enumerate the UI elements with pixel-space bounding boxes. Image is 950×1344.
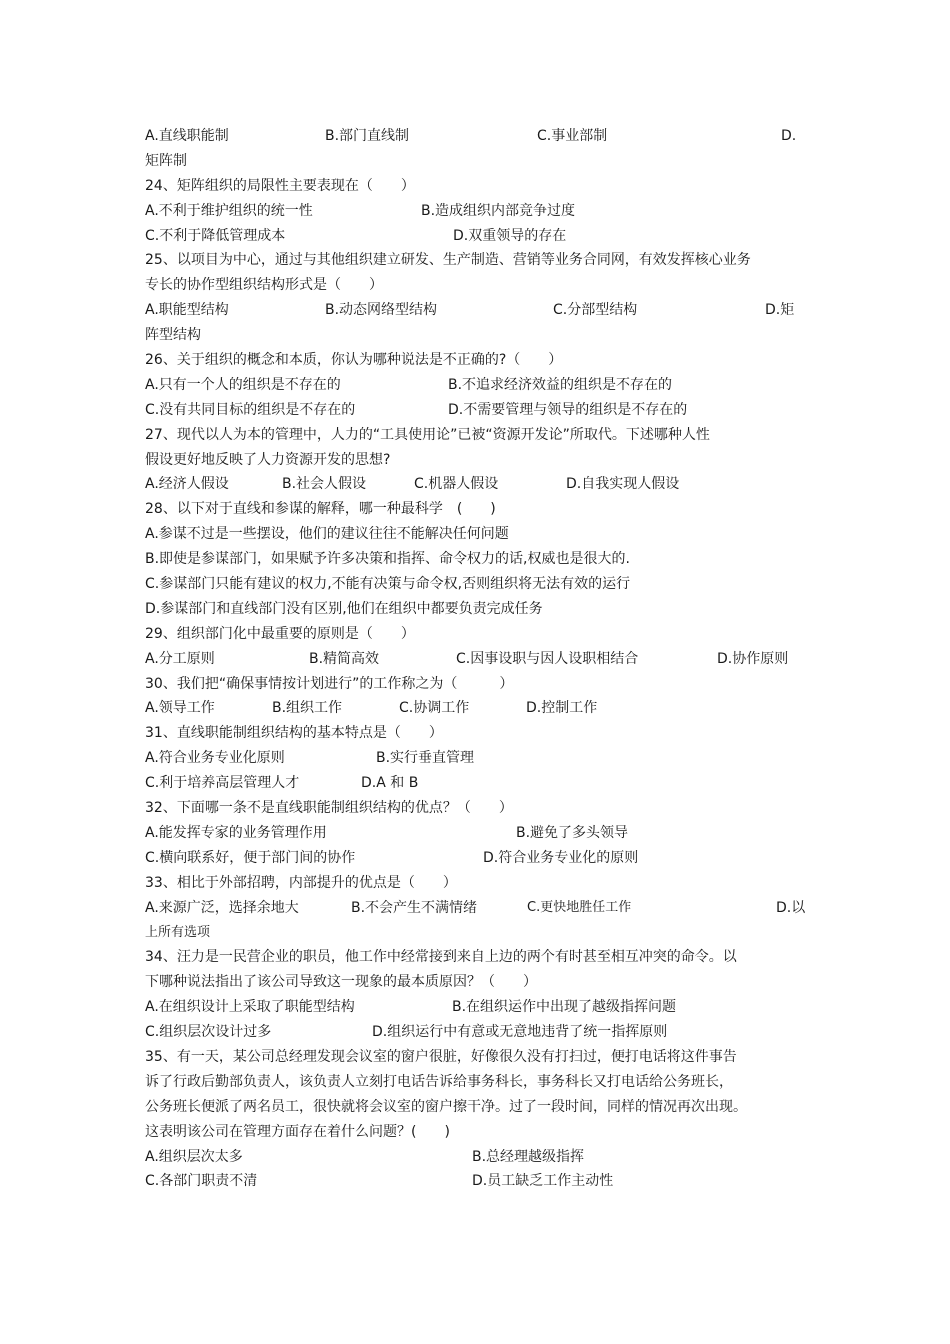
q27-option-c: C.机器人假设 — [414, 476, 499, 493]
q35-options-row-2 — [145, 1169, 810, 1194]
q24-stem: 24、矩阵组织的局限性主要表现在（ ） — [145, 177, 415, 194]
q34-option-b: B.在组织运作中出现了越级指挥问题 — [452, 999, 677, 1016]
q26-option-d: D.不需要管理与领导的组织是不存在的 — [448, 401, 688, 418]
q32-option-a: A.能发挥专家的业务管理作用 — [145, 824, 327, 841]
q31-option-a: A.符合业务专业化原则 — [145, 750, 285, 767]
q25-option-d: D.矩 — [765, 302, 795, 319]
q27-option-b: B.社会人假设 — [282, 476, 367, 493]
q32-option-d: D.符合业务专业化的原则 — [483, 849, 639, 866]
q28-option-d: D.参谋部门和直线部门没有区别,他们在组织中都要负责完成任务 — [145, 600, 543, 617]
q24-option-b: B.造成组织内部竞争过度 — [421, 202, 576, 219]
q26-option-b: B.不追求经济效益的组织是不存在的 — [448, 376, 673, 393]
q23-option-d-continued: 矩阵制 — [145, 152, 187, 169]
q35-option-b: B.总经理越级指挥 — [472, 1148, 585, 1165]
q25-option-c: C.分部型结构 — [553, 302, 638, 319]
q29-option-c: C.因事设职与因人设职相结合 — [456, 650, 639, 667]
q25-option-b: B.动态网络型结构 — [325, 302, 438, 319]
q24-option-a: A.不利于维护组织的统一性 — [145, 202, 313, 219]
q30-option-a: A.领导工作 — [145, 700, 215, 717]
q30-stem: 30、我们把“确保事情按计划进行”的工作称之为（ ） — [145, 675, 514, 692]
q30-option-d: D.控制工作 — [526, 700, 598, 717]
q35-stem-line-2: 诉了行政后勤部负责人，该负责人立刻打电话告诉给事务科长，事务科长又打电话给公务班长， — [145, 1073, 733, 1090]
document-page — [145, 124, 810, 1194]
q34-option-c: C.组织层次设计过多 — [145, 1024, 272, 1041]
q24-options-row-2 — [145, 224, 810, 249]
q33-option-b: B.不会产生不满情绪 — [351, 899, 478, 916]
q31-stem: 31、直线职能制组织结构的基本特点是（ ） — [145, 725, 443, 742]
q31-options-row-2 — [145, 771, 810, 796]
q35-stem-line-4: 这表明该公司在管理方面存在着什么问题？( ) — [145, 1123, 450, 1140]
q35-stem-line-3: 公务班长便派了两名员工，很快就将会议室的窗户擦干净。过了一段时间，同样的情况再次出现。 — [145, 1098, 747, 1115]
q32-option-c: C.横向联系好，便于部门间的协作 — [145, 849, 356, 866]
q28-option-a: A.参谋不过是一些摆设，他们的建议往往不能解决任何问题 — [145, 526, 509, 543]
q31-option-b: B.实行垂直管理 — [376, 750, 475, 767]
q32-stem: 32、下面哪一条不是直线职能制组织结构的优点？（ ） — [145, 800, 513, 817]
q26-option-a: A.只有一个人的组织是不存在的 — [145, 376, 341, 393]
q35-stem-line-1: 35、有一天，某公司总经理发现会议室的窗户很脏，好像很久没有打扫过，便打电话将这件事告 — [145, 1048, 737, 1065]
q23-options-row — [145, 124, 810, 149]
q26-options-row-2 — [145, 398, 810, 423]
q24-options-row-1 — [145, 199, 810, 224]
q33-stem: 33、相比于外部招聘，内部提升的优点是（ ） — [145, 874, 457, 891]
q35-option-d: D.员工缺乏工作主动性 — [472, 1173, 614, 1190]
q32-option-b: B.避免了多头领导 — [516, 824, 629, 841]
q28-stem: 28、以下对于直线和参谋的解释，哪一种最科学 ( ) — [145, 501, 496, 518]
q25-stem-line-1: 25、以项目为中心，通过与其他组织建立研发、生产制造、营销等业务合同网，有效发挥核心业务 — [145, 252, 751, 269]
q34-option-a: A.在组织设计上采取了职能型结构 — [145, 999, 355, 1016]
q32-options-row-2 — [145, 846, 810, 871]
q29-option-b: B.精简高效 — [309, 650, 380, 667]
q27-options-row — [145, 472, 810, 497]
q31-options-row-1 — [145, 746, 810, 771]
q26-option-c: C.没有共同目标的组织是不存在的 — [145, 401, 356, 418]
q24-option-c: C.不利于降低管理成本 — [145, 227, 286, 244]
q25-options-row — [145, 298, 810, 323]
q29-options-row — [145, 647, 810, 672]
q27-stem-line-1: 27、现代以人为本的管理中，人力的“工具使用论”已被“资源开发论”所取代。下述哪种人性 — [145, 426, 710, 443]
q26-options-row-1 — [145, 373, 810, 398]
q27-option-d: D.自我实现人假设 — [566, 476, 680, 493]
q23-option-a: A.直线职能制 — [145, 128, 229, 144]
q34-option-d: D.组织运行中有意或无意地违背了统一指挥原则 — [372, 1024, 668, 1041]
q25-stem-line-2: 专长的协作型组织结构形式是（ ） — [145, 277, 383, 294]
q28-option-b: B.即使是参谋部门，如果赋予许多决策和指挥、命令权力的话,权威也是很大的. — [145, 551, 630, 568]
q29-option-a: A.分工原则 — [145, 650, 215, 667]
q23-option-d: D. — [781, 128, 797, 144]
q34-options-row-2 — [145, 1020, 810, 1045]
q34-stem-line-1: 34、汪力是一民营企业的职员，他工作中经常接到来自上边的两个有时甚至相互冲突的命令。以 — [145, 949, 737, 966]
q23-option-c: C.事业部制 — [537, 128, 608, 144]
q35-option-a: A.组织层次太多 — [145, 1148, 243, 1165]
q33-option-a: A.来源广泛，选择余地大 — [145, 899, 299, 916]
q30-option-b: B.组织工作 — [272, 700, 343, 717]
q30-option-c: C.协调工作 — [399, 700, 470, 717]
q26-stem: 26、关于组织的概念和本质，你认为哪种说法是不正确的?（ ） — [145, 352, 563, 369]
q33-option-d: D.以 — [776, 899, 806, 916]
q34-options-row-1 — [145, 995, 810, 1020]
q23-option-b: B.部门直线制 — [325, 128, 410, 144]
q32-options-row-1 — [145, 821, 810, 846]
q34-stem-line-2: 下哪种说法指出了该公司导致这一现象的最本质原因？（ ） — [145, 974, 537, 991]
q25-option-a: A.职能型结构 — [145, 302, 229, 319]
q33-option-c: C.更快地胜任工作 — [527, 899, 632, 915]
q24-option-d: D.双重领导的存在 — [453, 227, 567, 244]
q31-option-c: C.利于培养高层管理人才 — [145, 775, 300, 792]
q35-option-c: C.各部门职责不清 — [145, 1173, 258, 1190]
q33-option-d-continued: 上所有选项 — [145, 924, 211, 940]
q27-stem-line-2: 假设更好地反映了人力资源开发的思想? — [145, 451, 391, 468]
q33-options-row — [145, 896, 810, 921]
q29-option-d: D.协作原则 — [717, 650, 789, 667]
q31-option-d: D.A 和 B — [361, 775, 419, 792]
q29-stem: 29、组织部门化中最重要的原则是（ ） — [145, 625, 415, 642]
q30-options-row — [145, 696, 810, 721]
q35-options-row-1 — [145, 1145, 810, 1170]
q28-option-c: C.参谋部门只能有建议的权力,不能有决策与命令权,否则组织将无法有效的运行 — [145, 576, 631, 593]
q27-option-a: A.经济人假设 — [145, 476, 229, 493]
q25-option-d-continued: 阵型结构 — [145, 327, 201, 344]
